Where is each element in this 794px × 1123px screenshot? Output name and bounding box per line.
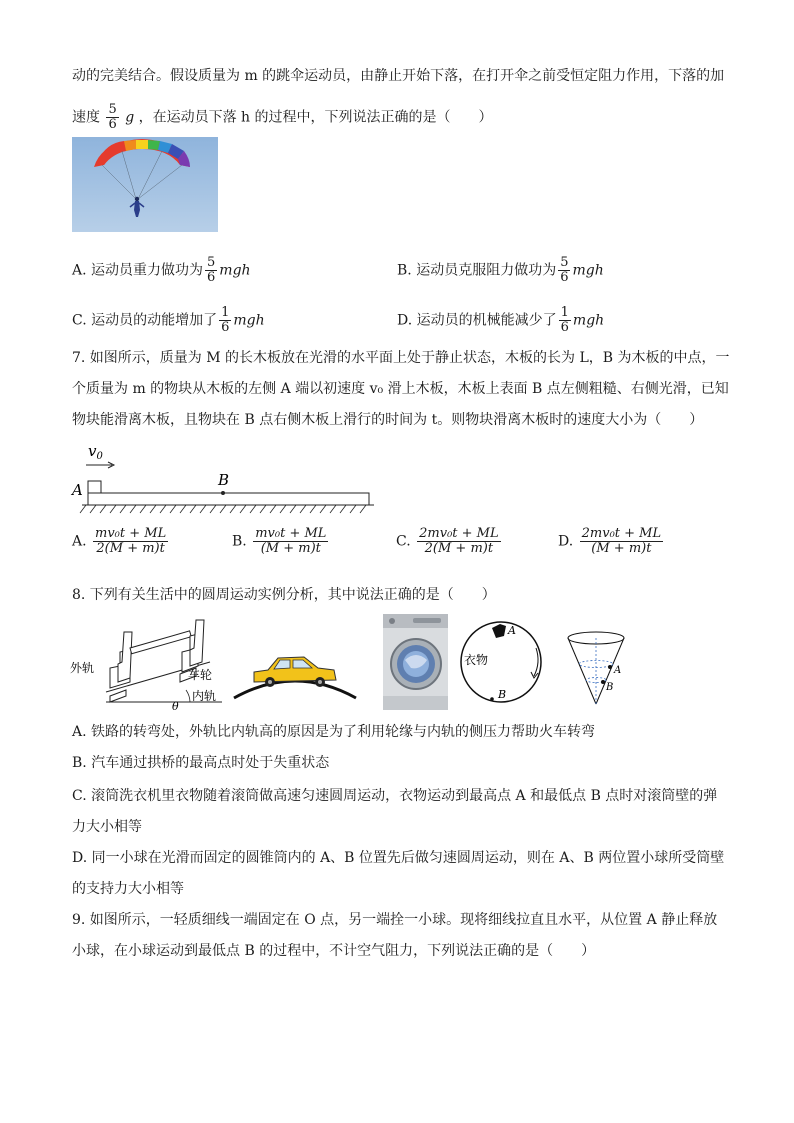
q6-option-b-tail: mgh [572, 262, 604, 279]
clothes-icon [492, 624, 506, 638]
q9-stem-line2: 小球，在小球运动到最低点 B 的过程中，不计空气阻力，下列说法正确的是（ ） [72, 943, 596, 959]
q6-option-a[interactable] [72, 256, 251, 285]
q6-option-b[interactable] [397, 256, 604, 285]
q8-outer-rail-label: 外轨 [70, 661, 95, 675]
washing-machine-photo [383, 614, 448, 710]
q6-option-b-fraction: $\frac{5}{6}$ [560, 255, 569, 285]
q6-option-c-tail: mgh [233, 312, 265, 329]
q6-stem-line2 [72, 103, 493, 132]
q7-option-b-fraction: $\frac{\text{mv₀t + ML}}{(M + m)t}$ [255, 526, 327, 556]
q7-option-a-label: A. [72, 533, 87, 550]
q8-car-bridge-diagram [232, 640, 358, 700]
q7-board-diagram [68, 438, 378, 514]
q8-option-d-line1[interactable]: D. 同一小球在光滑而固定的圆锥筒内的 A、B 位置先后做匀速圆周运动，则在 A、B 两位置小球所受筒壁 [72, 850, 725, 866]
q6-option-d-tail: mgh [572, 312, 605, 329]
q7-block [88, 481, 101, 493]
q6-option-c-fraction: $\frac{1}{6}$ [221, 305, 230, 335]
parachutist-photo [72, 137, 218, 232]
q6-option-a-fraction: $\frac{5}{6}$ [207, 255, 216, 285]
q6-option-a-tail: mgh [219, 262, 251, 279]
q8-drum-diagram [456, 612, 548, 708]
q7-v0-label: $v_0$ [88, 442, 103, 462]
q7-option-d-fraction: $\frac{\text{2mv₀t + ML}}{(M + m)t}$ [581, 526, 662, 556]
q7-option-d-label: D. [558, 533, 574, 550]
q8-drum-b-label: B [498, 688, 507, 701]
q8-cone-diagram [564, 628, 630, 708]
q8-drum-a-label: A [508, 624, 516, 637]
q7-ground-hatch [80, 505, 366, 513]
q8-theta-label: θ [172, 700, 179, 712]
q7-option-c-label: C. [396, 533, 411, 550]
q8-cone-a-label: A [614, 665, 622, 676]
q8-wheel-label: 车轮 [188, 668, 213, 682]
q7-label-a: A [72, 481, 83, 499]
q8-cone-b-label: B [606, 682, 614, 693]
q6-option-d-label: D. 运动员的机械能减少了 [397, 312, 557, 329]
q7-stem-line3: 物块能滑离木板，且物块在 B 点右侧木板上滑行的时间为 t。则物块滑离木板时的速度大小为（ ） [72, 412, 704, 428]
q6-option-c[interactable] [72, 306, 265, 335]
q8-option-c-line1[interactable]: C. 滚筒洗衣机里衣物随着滚筒做高速匀速圆周运动，衣物运动到最高点 A 和最低点 B 点时对滚筒壁的弹 [72, 788, 718, 804]
q8-option-b[interactable]: B. 汽车通过拱桥的最高点时处于失重状态 [72, 755, 330, 771]
q7-stem-line1: 7. 如图所示，质量为 M 的长木板放在光滑的水平面上处于静止状态，木板的长为 L，B 为木板的中点，一 [72, 350, 730, 366]
q8-option-d-line2: 的支持力大小相等 [72, 881, 184, 897]
q7-option-c-fraction: $\frac{\text{2mv₀t + ML}}{2(M + m)t}$ [419, 526, 499, 556]
q8-stem: 8. 下列有关生活中的圆周运动实例分析，其中说法正确的是（ ） [72, 587, 496, 603]
q8-clothes-label: 衣物 [464, 653, 489, 667]
q7-board [88, 493, 369, 505]
q8-rotation-arrow [534, 648, 538, 676]
q7-option-d[interactable] [558, 527, 665, 556]
q7-option-a[interactable] [72, 527, 170, 556]
q9-stem-line1: 9. 如图所示，一轻质细线一端固定在 O 点，另一端拴一小球。现将细线拉直且水平，从位置 A 静止释放 [72, 912, 718, 928]
q6-option-b-label: B. 运动员克服阻力做功为 [397, 262, 557, 279]
q6-stem-prefix: 速度 [72, 109, 100, 126]
q8-railway-diagram [70, 612, 230, 712]
q6-stem-line1: 动的完美结合。假设质量为 m 的跳伞运动员，由静止开始下落，在打开伞之前受恒定阻力作用，下落的加 [72, 68, 725, 84]
q7-stem-line2: 个质量为 m 的物块从木板的左侧 A 端以初速度 v₀ 滑上木板，木板上表面 B 点左侧粗糙、右侧光滑，已知 [72, 381, 729, 397]
q6-accel-fraction: $\frac{5}{6}$ [108, 102, 117, 132]
q7-option-a-fraction: $\frac{\text{mv₀t + ML}}{2(M + m)t}$ [95, 526, 167, 556]
q8-option-c-line2: 力大小相等 [72, 819, 142, 835]
q7-option-b[interactable] [232, 527, 330, 556]
q6-stem-suffix: ，在运动员下落 h 的过程中，下列说法正确的是（ ） [138, 109, 493, 126]
q8-inner-rail-label: 内轨 [192, 689, 217, 703]
q7-option-b-label: B. [232, 533, 247, 550]
q7-label-b: B [218, 471, 230, 489]
q6-accel-g: g [125, 109, 135, 126]
q6-option-a-label: A. 运动员重力做功为 [72, 262, 204, 279]
q6-option-d-fraction: $\frac{1}{6}$ [560, 305, 569, 335]
q7-option-c[interactable] [396, 527, 503, 556]
q8-option-a[interactable]: A. 铁路的转弯处，外轨比内轨高的原因是为了利用轮缘与内轨的侧压力帮助火车转弯 [72, 724, 596, 740]
q6-option-c-label: C. 运动员的动能增加了 [72, 312, 218, 329]
q6-option-d[interactable] [397, 306, 604, 335]
q7-point-b [221, 491, 225, 495]
q8-arch-bridge [234, 681, 356, 698]
